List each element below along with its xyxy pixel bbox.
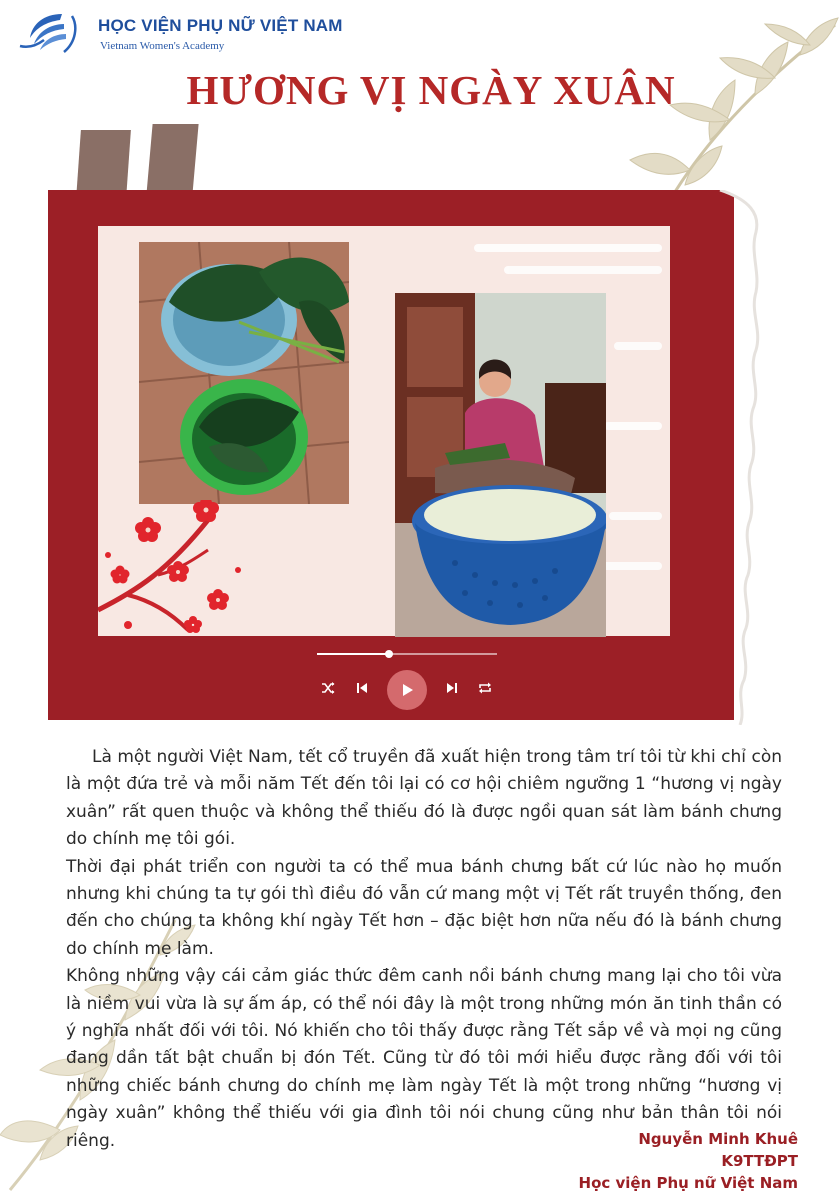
play-icon (400, 683, 414, 697)
article-body (66, 744, 782, 1155)
media-player (300, 648, 510, 710)
header-logo (14, 10, 343, 56)
skip-forward-icon (446, 682, 458, 694)
skip-back-icon (356, 682, 368, 694)
author-name: Nguyễn Minh Khuê (638, 1130, 798, 1148)
torn-paper-edge (710, 190, 820, 725)
progress-fill (317, 653, 389, 655)
article-paragraph: Thời đại phát triển con người ta có thể mua bánh chưng bất cứ lúc nào họ muốn nhưng khi chúng ta tự gói thì điều đó vẫn cứ mang một vị Tết rất truyền thống, đen đến cho chúng ta không khí ngày Tết hơn – đặc biệt hơn nữa nếu đó là bánh chưng do chính mẹ làm. (66, 856, 782, 959)
progress-bar[interactable] (317, 653, 497, 655)
article-paragraph: Là một người Việt Nam, tết cổ truyền đã xuất hiện trong tâm trí tôi từ khi chỉ còn là một đứa trẻ và mỗi năm Tết đến tôi lại có cơ hội chiêm ngưỡng 1 “hương vị ngày xuân” rất quen thuộc và không thể thiếu đó là được ngồi quan sát làm bánh chưng do chính mẹ tôi gói. (66, 747, 782, 850)
author-school: Học viện Phụ nữ Việt Nam (578, 1174, 798, 1192)
page-title: HƯƠNG VỊ NGÀY XUÂN (186, 67, 676, 113)
wing-logo-icon (14, 10, 78, 56)
shuffle-button[interactable] (314, 674, 342, 702)
play-button[interactable] (387, 670, 427, 710)
skip-back-button[interactable] (348, 674, 376, 702)
photo-wrapping-banh-chung (395, 293, 606, 637)
plum-blossom-icon (98, 500, 258, 640)
repeat-button[interactable] (471, 674, 499, 702)
org-subtitle: Vietnam Women's Academy (100, 40, 225, 52)
author-signature (579, 1128, 798, 1194)
author-class: K9TTĐPT (721, 1152, 798, 1170)
org-name: HỌC VIỆN PHỤ NỮ VIỆT NAM (98, 16, 343, 35)
shuffle-icon (321, 682, 335, 694)
skip-forward-button[interactable] (438, 674, 466, 702)
photo-dong-leaves (139, 242, 349, 504)
progress-knob[interactable] (385, 650, 393, 658)
repeat-icon (478, 682, 492, 694)
article-paragraph: Không những vậy cái cảm giác thức đêm canh nồi bánh chưng mang lại cho tôi vừa là niềm vui vừa là sự ấm áp, có thể nói đây là một trong những món ăn tinh thần có ý nghĩa nhất đối với tôi. Nó khiến cho tôi thấy được rằng Tết sắp về và mọi ng cũng đang dần tất bật chuẩn bị đón Tết. Cũng từ đó tôi mới hiểu được rằng đối với tôi những chiếc bánh chưng do chính mẹ làm ngày Tết là một trong những “hương vị ngày xuân” không thể thiếu với gia đình tôi nói chung cũng như bản thân tôi nói riêng. (66, 966, 782, 1151)
